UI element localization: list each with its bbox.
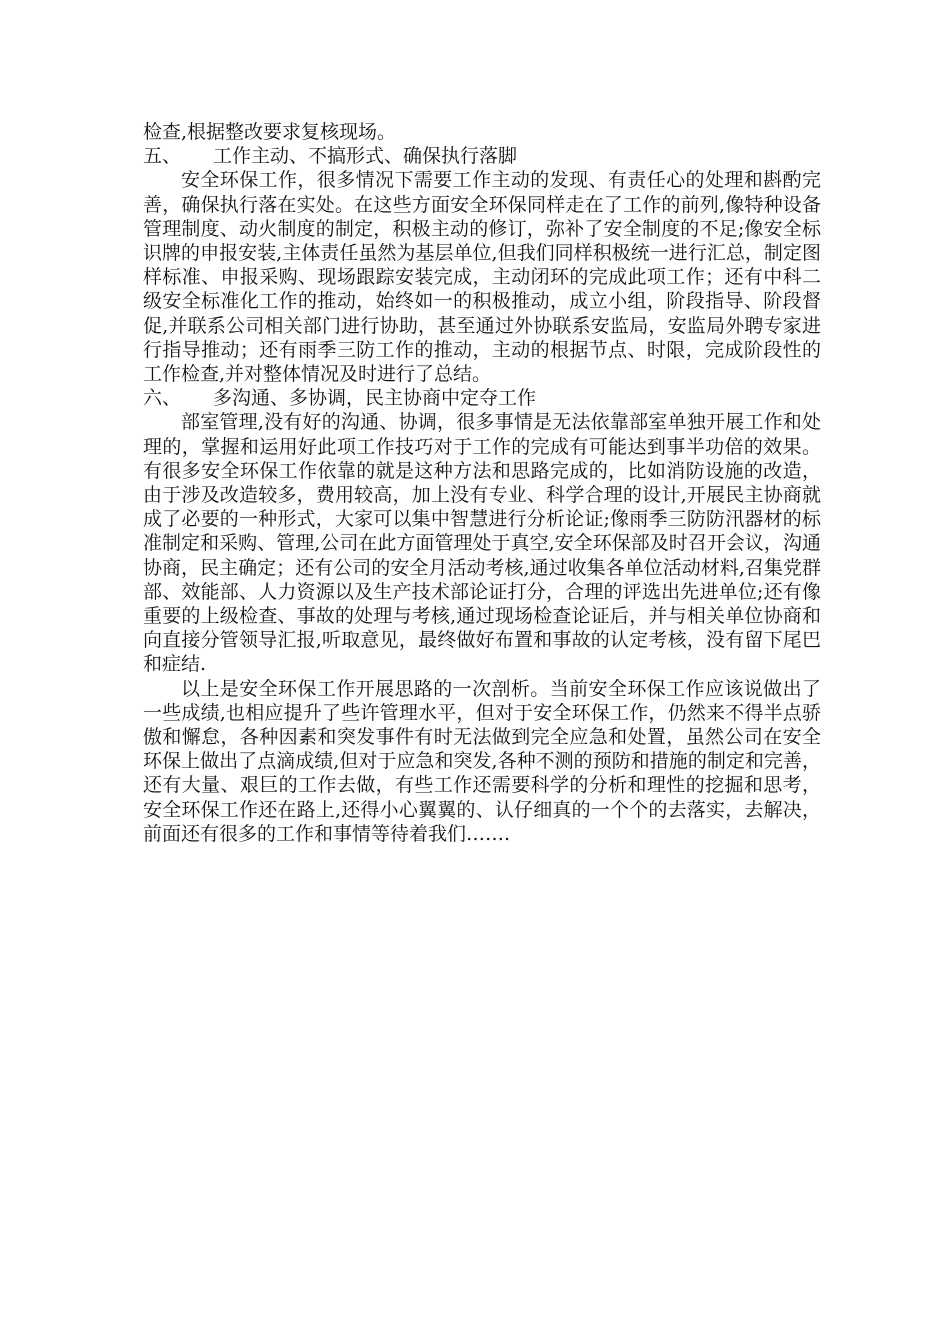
- lead-paragraph: 检查,根据整改要求复核现场。: [143, 121, 397, 143]
- section-5-number: 五、: [143, 145, 182, 168]
- section-6-number: 六、: [143, 387, 182, 410]
- section-6-title: 多沟通、多协调，民主协商中定夺工作: [213, 387, 537, 410]
- section-5-heading: [143, 144, 821, 168]
- section-5-title: 工作主动、不搞形式、确保执行落脚: [213, 145, 518, 168]
- conclusion-paragraph: 以上是安全环保工作开展思路的一次剖析。当前安全环保工作应该说做出了一些成绩,也相应提升了些许管理水平，但对于安全环保工作，仍然来不得半点骄傲和懈怠，各种因素和突发事件有时无法做到完全应急和处置，虽然公司在安全环保上做出了点滴成绩,但对于应急和突发,各种不测的预防和措施的制定和完善，还有大量、艰巨的工作去做，有些工作还需要科学的分析和理性的挖掘和思考，安全环保工作还在路上,还得小心翼翼的、认仔细真的一个个的去落实，去解决，前面还有很多的工作和事情等待着我们…….: [143, 677, 821, 845]
- section-6-heading: [143, 386, 821, 410]
- document-page: [143, 120, 821, 846]
- section-5-body: 安全环保工作，很多情况下需要工作主动的发现、有责任心的处理和斟酌完善，确保执行落在实处。在这些方面安全环保同样走在了工作的前列,像特种设备管理制度、动火制度的制定，积极主动的修订，弥补了安全制度的不足;像安全标识牌的申报安装,主体责任虽然为基层单位,但我们同样积极统一进行汇总，制定图样标准、申报采购、现场跟踪安装完成，主动闭环的完成此项工作；还有中科二级安全标准化工作的推动，始终如一的积极推动，成立小组，阶段指导、阶段督促,并联系公司相关部门进行协助，甚至通过外协联系安监局，安监局外聘专家进行指导推动；还有雨季三防工作的推动，主动的根据节点、时限，完成阶段性的工作检查,并对整体情况及时进行了总结。: [143, 169, 821, 386]
- section-6-body: 部室管理,没有好的沟通、协调，很多事情是无法依靠部室单独开展工作和处理的，掌握和运用好此项工作技巧对于工作的完成有可能达到事半功倍的效果。有很多安全环保工作依靠的就是这种方法和思路完成的，比如消防设施的改造，由于涉及改造较多，费用较高，加上没有专业、科学合理的设计,开展民主协商就成了必要的一种形式，大家可以集中智慧进行分析论证;像雨季三防防汛器材的标准制定和采购、管理,公司在此方面管理处于真空,安全环保部及时召开会议，沟通协商，民主确定；还有公司的安全月活动考核,通过收集各单位活动材料,召集党群部、效能部、人力资源以及生产技术部论证打分，合理的评选出先进单位;还有像重要的上级检查、事故的处理与考核,通过现场检查论证后，并与相关单位协商和向直接分管领导汇报,听取意见，最终做好布置和事故的认定考核，没有留下尾巴和症结.: [143, 411, 821, 676]
